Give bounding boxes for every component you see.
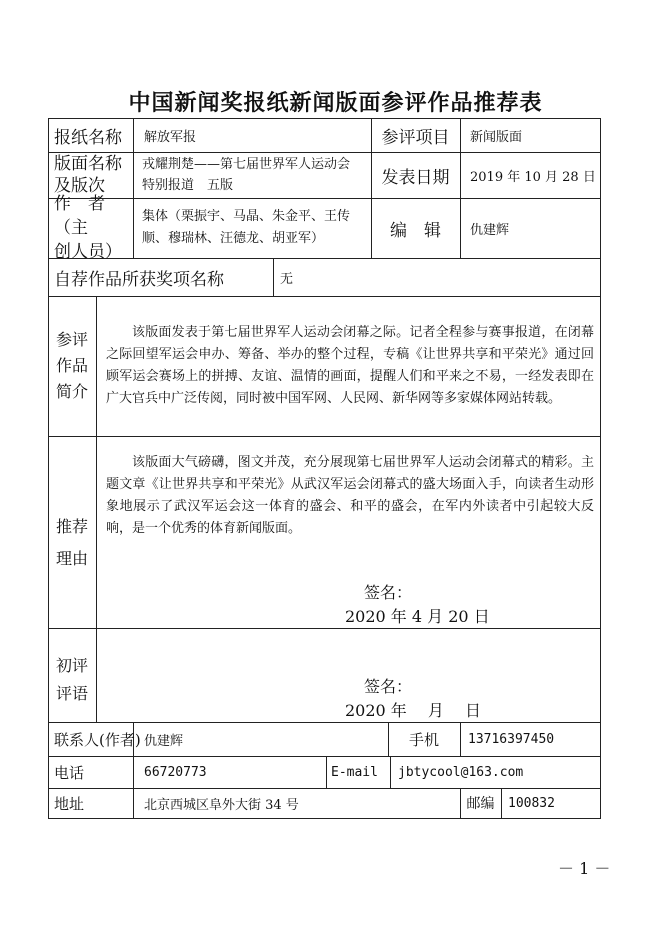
reason-text: 该版面大气磅礴，图文并茂，充分展现第七届世界军人运动会闭幕式的精彩。主题文章《让世界共享和平荣光》从武汉军运会闭幕式的盛大场面入手，向读者生动形象地展示了武汉军运会这一体育的盛会、和平的盛会，在军内外读者中引起较大反响，是一个优秀的体育新闻版面。 — [106, 455, 594, 536]
author-label-line1: 作 者（主 — [54, 194, 105, 238]
editor-label: 编 辑 — [390, 220, 441, 241]
intro-label-line2: 作品 — [55, 356, 88, 375]
intro-label — [48, 296, 96, 436]
reason-label-line1: 推荐 — [55, 517, 88, 536]
mobile-label: 手机 — [408, 730, 439, 749]
phone-value: 66720773 — [144, 764, 207, 780]
initial-sign-label: 签名： — [364, 677, 413, 696]
reason-text-wrap — [106, 452, 594, 540]
category-label: 参评项目 — [381, 127, 450, 148]
layout-name-value-line1: 戎耀荆楚——第七届世界军人运动会 — [142, 157, 351, 172]
contact-value: 仇建辉 — [144, 733, 184, 749]
contact-label: 联系人(作者) — [54, 730, 141, 749]
email-value: jbtycool@163.com — [398, 764, 524, 780]
email-label: E-mail — [331, 764, 378, 780]
editor-value: 仇建辉 — [470, 222, 510, 238]
newspaper-name-value: 解放军报 — [144, 129, 197, 145]
awards-value: 无 — [280, 271, 294, 287]
layout-name-value-line2: 特别报道 五版 — [142, 178, 234, 193]
mobile-value: 13716397450 — [468, 731, 555, 747]
phone-label: 电话 — [54, 763, 85, 782]
page-title: 中国新闻奖报纸新闻版面参评作品推荐表 — [128, 90, 543, 116]
reason-sign-label: 签名： — [364, 583, 413, 602]
reason-label-line2: 理由 — [55, 549, 88, 568]
category-value: 新闻版面 — [470, 129, 523, 145]
author-value — [142, 198, 370, 258]
reason-label — [48, 498, 96, 588]
address-label: 地址 — [54, 794, 85, 813]
initial-sign-date: 2020 年 月 日 — [345, 701, 481, 720]
initial-review-label — [48, 650, 96, 710]
layout-name-value — [142, 152, 370, 198]
author-label-line2: 创人员） — [54, 242, 122, 262]
author-label — [54, 194, 133, 262]
address-value: 北京西城区阜外大街 34 号 — [144, 797, 299, 813]
publish-date-label: 发表日期 — [381, 167, 450, 188]
reason-sign-date: 2020 年 4 月 20 日 — [345, 607, 490, 626]
initial-review-label-line1: 初评 — [55, 656, 88, 675]
intro-text: 该版面发表于第七届世界军人运动会闭幕之际。记者全程参与赛事报道，在闭幕之际回望军运会申办、筹备、举办的整个过程，专稿《让世界共享和平荣光》通过回顾军运会赛场上的拼搏、友谊、温情的画面，提醒人们和平来之不易，一经发表即在广大官兵中广泛传阅，同时被中国军网、人民网、新华网等多家媒体网站转载。 — [106, 325, 594, 406]
intro-label-line1: 参评 — [55, 330, 88, 349]
publish-date-value: 2019 年 10 月 28 日 — [470, 169, 596, 185]
page-number: － 1 － — [558, 859, 611, 878]
intro-label-line3: 简介 — [55, 382, 88, 401]
awards-label: 自荐作品所获奖项名称 — [54, 269, 224, 290]
author-value-line2: 顺、穆瑞林、汪德龙、胡亚军） — [142, 231, 325, 246]
newspaper-name-label: 报纸名称 — [54, 127, 122, 148]
recommendation-table — [48, 118, 601, 818]
layout-name-label-line1: 版面名称 — [54, 154, 122, 174]
layout-name-label-line2: 及版次 — [54, 176, 105, 196]
zip-value: 100832 — [508, 795, 555, 811]
initial-review-label-line2: 评语 — [55, 684, 88, 703]
zip-label: 邮编 — [466, 796, 495, 812]
author-value-line1: 集体（栗振宇、马晶、朱金平、王传 — [142, 209, 351, 224]
